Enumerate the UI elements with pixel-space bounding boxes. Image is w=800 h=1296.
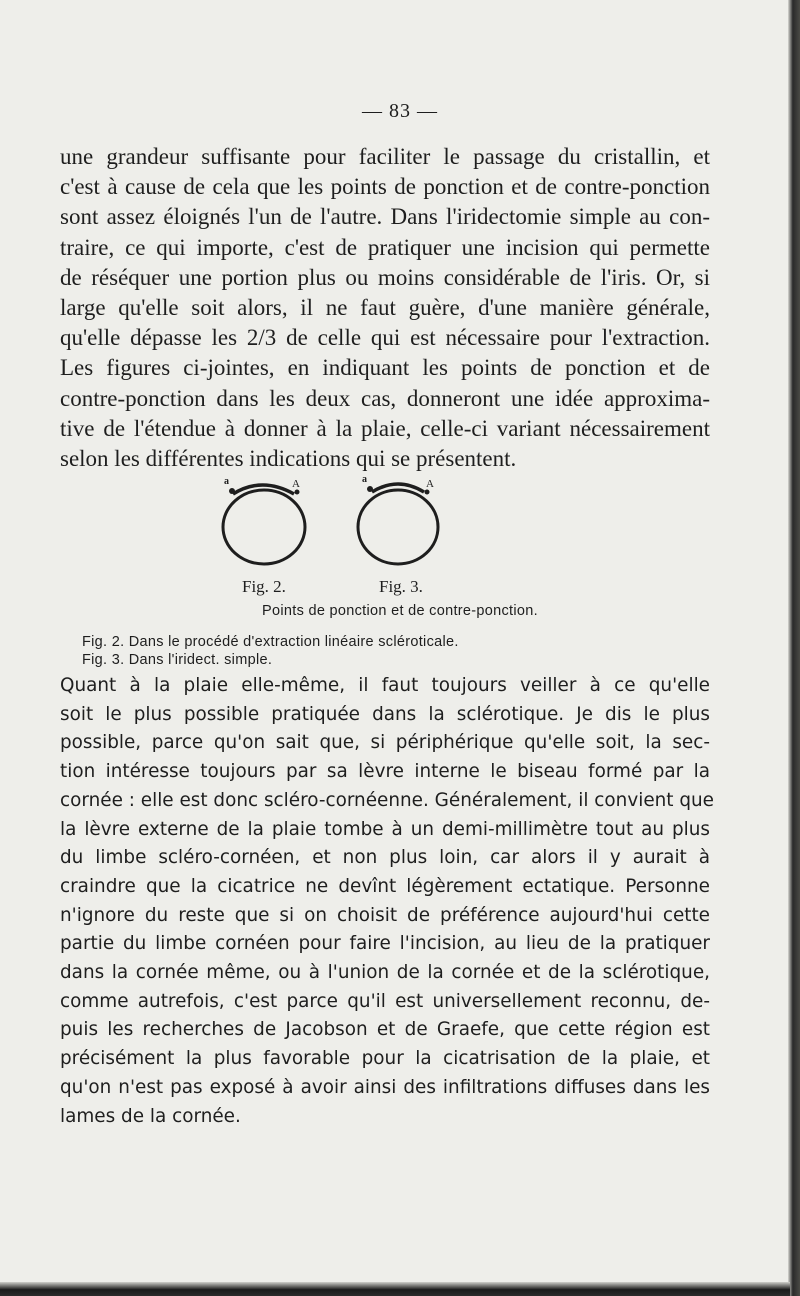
text-line: une grandeur suffisante pour faciliter le passage du cristallin, et: [60, 144, 710, 169]
text-line: n'ignore du reste que si on choisit de préférence aujourd'hui cette: [60, 904, 710, 926]
fig3-point-a-label: a: [362, 474, 367, 485]
text-line: sont assez éloignés l'un de l'autre. Dans l'iridectomie simple au con-: [60, 204, 710, 230]
text-line: craindre que la cicatrice ne devînt légèrement ectatique. Personne: [60, 875, 710, 897]
text-line: qu'on n'est pas exposé à avoir ainsi des infiltrations diffuses dans les: [60, 1076, 710, 1098]
figure-legend-2: Fig. 2. Dans le procédé d'extraction linéaire scléroticale.: [82, 634, 459, 650]
text-line: contre-ponction dans les deux cas, donneront une idée approxima-: [60, 385, 710, 411]
text-line: puis les recherches de Jacobson et de Graefe, que cette région est: [60, 1019, 710, 1041]
text-line: selon les différentes indications qui se présentent.: [60, 446, 517, 472]
text-line: comme autrefois, c'est parce qu'il est universellement reconnu, de-: [60, 990, 710, 1012]
page-edge-right: [788, 0, 800, 1296]
figure-caption: Points de ponction et de contre-ponction.: [262, 603, 538, 619]
text-line: Les figures ci-jointes, en indiquant les points de ponction et de: [60, 355, 710, 381]
text-line: qu'elle dépasse les 2/3 de celle qui est nécessaire pour l'extraction.: [60, 325, 710, 351]
text-line: cornée : elle est donc scléro-cornéenne. Généralement, il convient que: [60, 789, 714, 811]
fig2-point-a-label: a: [224, 476, 229, 487]
text-line: tion intéresse toujours par sa lèvre interne le biseau formé par la: [60, 761, 710, 783]
text-line: la lèvre externe de la plaie tombe à un demi-millimètre tout au plus: [60, 818, 710, 840]
text-line: possible, parce qu'on sait que, si périphérique qu'elle soit, la sec-: [60, 732, 710, 754]
paragraph-2: [60, 672, 714, 1131]
text-line: dans la cornée même, ou à l'union de la cornée et de la sclérotique,: [60, 962, 710, 984]
text-line: du limbe scléro-cornéen, et non plus loin, car alors il y aurait à: [60, 847, 710, 869]
text-line: Quant à la plaie elle-même, il faut toujours veiller à ce qu'elle: [60, 675, 710, 696]
paragraph-1: [60, 142, 710, 474]
text-line: soit le plus possible pratiquée dans la sclérotique. Je dis le plus: [60, 703, 710, 725]
fig3-label: Fig. 3.: [379, 577, 423, 596]
page-edge-bottom: [0, 1282, 790, 1296]
text-line: traire, ce qui importe, c'est de pratiquer une incision qui permette: [60, 234, 710, 260]
text-line: partie du limbe cornéen pour faire l'incision, au lieu de la pratiquer: [60, 933, 710, 955]
text-line: de réséquer une portion plus ou moins considérable de l'iris. Or, si: [60, 264, 710, 290]
text-line: tive de l'étendue à donner à la plaie, celle-ci variant nécessairement: [60, 415, 710, 441]
fig3-point-A-label: A: [426, 478, 434, 490]
page-number: — 83 —: [362, 100, 438, 122]
text-line: lames de la cornée.: [60, 1105, 241, 1127]
fig2-point-A-label: A: [292, 478, 300, 490]
fig2-label: Fig. 2.: [242, 577, 286, 596]
text-line: précisément la plus favorable pour la cicatrisation de la plaie, et: [60, 1048, 710, 1070]
text-line: c'est à cause de cela que les points de ponction et de contre-ponction: [60, 174, 710, 200]
text-line: large qu'elle soit alors, il ne faut guère, d'une manière générale,: [60, 295, 710, 321]
figure-legend-3: Fig. 3. Dans l'iridect. simple.: [82, 652, 273, 668]
